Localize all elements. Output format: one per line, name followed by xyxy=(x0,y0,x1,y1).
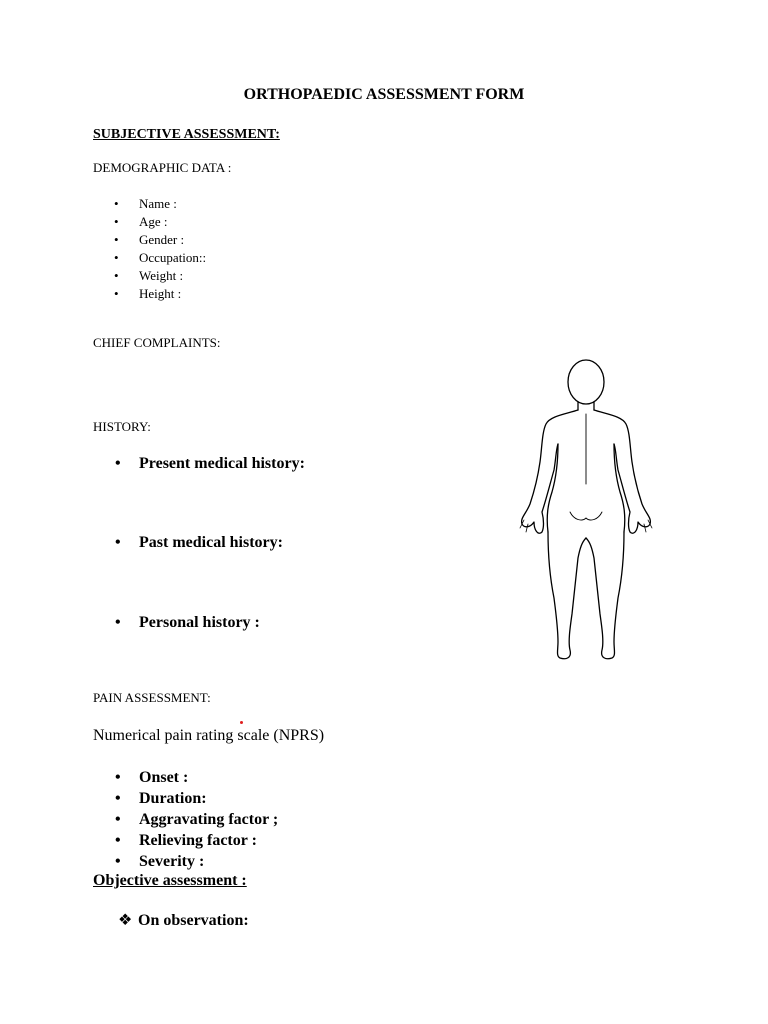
pain-item-duration: • Duration: xyxy=(93,788,278,809)
history-list-personal xyxy=(93,613,260,633)
nprs-label xyxy=(93,727,324,745)
nprs-text-mark: s xyxy=(237,727,244,744)
history-list-past xyxy=(93,533,283,553)
demographic-item-name: • Name : xyxy=(93,195,206,213)
demographic-item-occupation: • Occupation:: xyxy=(93,249,206,267)
history-list xyxy=(93,454,305,474)
observation-label: On observation: xyxy=(138,912,249,929)
demographic-heading: DEMOGRAPHIC DATA : xyxy=(93,160,232,175)
chief-complaints-heading: CHIEF COMPLAINTS: xyxy=(93,335,221,350)
pain-item-aggravating: • Aggravating factor ; xyxy=(93,809,278,830)
demographic-list xyxy=(93,195,206,303)
nprs-text-start: Numerical pain rating xyxy=(93,727,238,744)
demographic-item-gender: • Gender : xyxy=(93,231,206,249)
demographic-item-age: • Age : xyxy=(93,213,206,231)
body-outline-figure xyxy=(512,352,664,675)
subjective-heading: SUBJECTIVE ASSESSMENT: xyxy=(93,127,280,142)
pain-item-relieving: • Relieving factor : xyxy=(93,830,278,851)
history-item-past: • Past medical history: xyxy=(93,533,283,553)
nprs-text-end: cale (NPRS) xyxy=(243,727,325,744)
observation-item xyxy=(118,910,249,930)
history-item-personal: • Personal history : xyxy=(93,613,260,633)
history-heading: HISTORY: xyxy=(93,419,151,434)
pain-item-severity: • Severity : xyxy=(93,851,278,872)
history-item-present: • Present medical history: xyxy=(93,454,305,474)
pain-list xyxy=(93,767,278,872)
pain-assessment-heading: PAIN ASSESSMENT: xyxy=(93,690,211,705)
pain-item-onset: • Onset : xyxy=(93,767,278,788)
body-outline-icon xyxy=(512,352,664,670)
form-title: ORTHOPAEDIC ASSESSMENT FORM xyxy=(243,86,525,103)
diamond-bullet-icon: ❖ xyxy=(118,912,133,929)
objective-heading: Objective assessment : xyxy=(93,872,247,889)
demographic-item-weight: • Weight : xyxy=(93,267,206,285)
demographic-item-height: • Height : xyxy=(93,285,206,303)
